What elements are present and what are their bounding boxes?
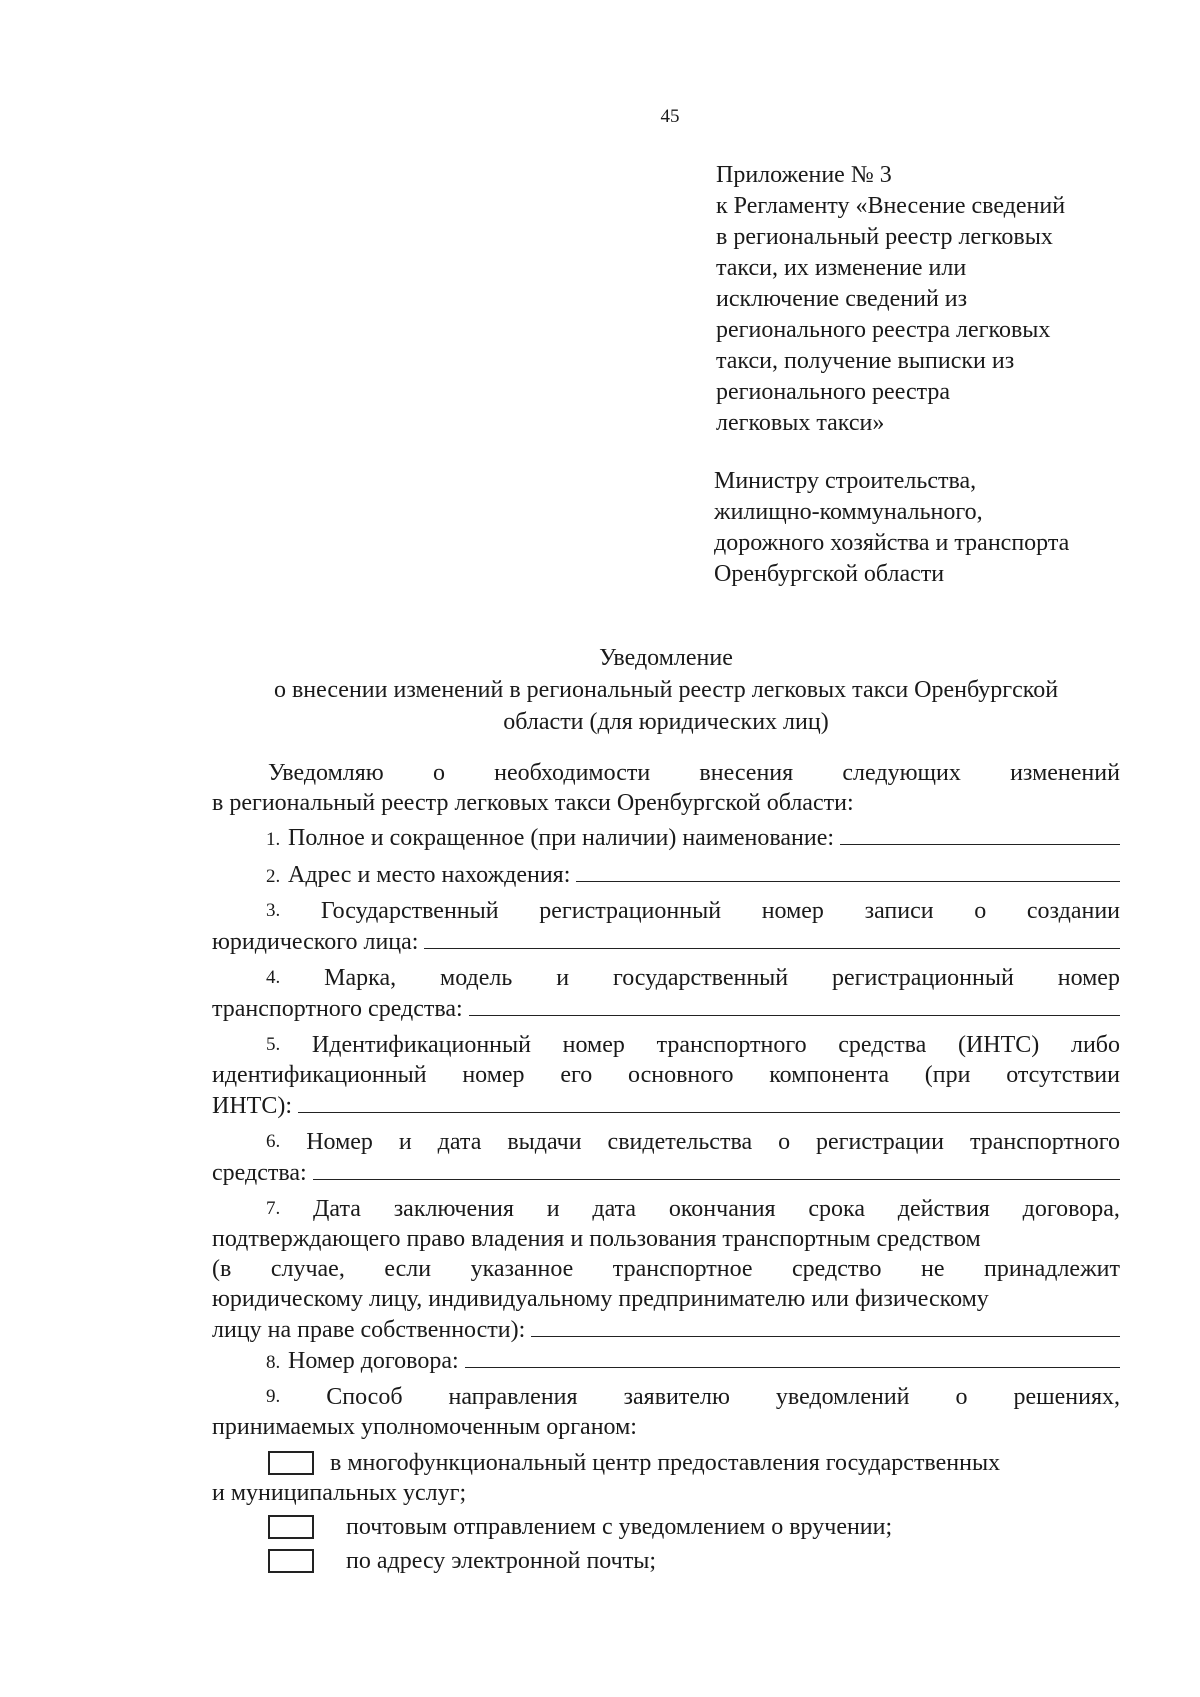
word: принадлежит [984,1256,1120,1282]
addressee-line: Министру строительства, [714,468,977,494]
appendix-line: к Регламенту «Внесение сведений [716,193,1066,219]
word: о [778,1129,791,1155]
fill-in-line[interactable] [576,859,1120,882]
word: указанное [470,1256,574,1282]
appendix-header [716,160,1136,439]
title-heading: Уведомление [599,645,733,671]
item-number: 4. [266,967,281,988]
item-1 [212,822,1120,855]
item-label: юридического лица: [212,929,419,955]
item-label: средства: [212,1160,307,1186]
fill-in-line[interactable] [298,1090,1120,1113]
word: Способ [326,1384,403,1410]
appendix-line: легковых такси» [716,410,885,436]
word: и [398,1129,412,1155]
word: записи [864,898,934,924]
word: номер [761,898,824,924]
word: средства [838,1032,927,1058]
addressee-block [714,466,1154,590]
fill-in-line[interactable] [840,822,1120,845]
title-line: о внесении изменений в региональный реестр легковых такси Оренбургской [273,677,1059,703]
word: не [921,1256,945,1282]
word: о [955,1384,968,1410]
option-label: в многофункциональный центр предоставления государственных [330,1450,1001,1476]
option-email [212,1546,1120,1576]
word: транспортное [612,1256,753,1282]
word: срока [808,1196,865,1222]
word: его [560,1062,593,1088]
item-number: 1. [266,829,281,850]
word: выдачи [507,1129,582,1155]
item-4 [212,963,1120,993]
word: либо [1070,1032,1120,1058]
word: уведомлений [775,1384,910,1410]
word: решениях, [1013,1384,1120,1410]
word: свидетельства [607,1129,753,1155]
document-title [206,642,1126,738]
word: о [432,760,445,786]
word: отсутствии [1006,1062,1120,1088]
title-line: области (для юридических лиц) [503,709,829,735]
word: о [974,898,987,924]
item-7-cont [212,1314,1120,1345]
word: (ИНТС) [957,1032,1040,1058]
addressee-line: жилищно-коммунального, [714,499,983,525]
word: идентификационный [212,1062,427,1088]
word: изменений [1010,760,1120,786]
mfc-checkbox[interactable] [268,1451,314,1475]
word: (в [212,1256,232,1282]
fill-in-line[interactable] [465,1345,1120,1368]
appendix-line: регионального реестра [716,379,951,405]
word: дата [592,1196,637,1222]
word: внесения [699,760,794,786]
word: номер [562,1032,625,1058]
word: и [556,965,570,991]
appendix-line: такси, их изменение или [716,255,967,281]
item-number: 2. [266,866,281,887]
word: средство [792,1256,882,1282]
word: создании [1026,898,1120,924]
fill-in-line[interactable] [531,1314,1120,1337]
word: Идентификационный [311,1032,531,1058]
item-7-line2: подтверждающего право владения и пользования транспортным средством [212,1226,981,1252]
word: если [384,1256,432,1282]
word: номер [1057,965,1120,991]
item-3 [212,896,1120,926]
word: Дата [313,1196,361,1222]
item-number: 3. [266,900,281,921]
option-post [212,1512,1120,1542]
page-number: 45 [660,106,680,127]
word: договора, [1022,1196,1120,1222]
appendix-line: такси, получение выписки из [716,348,1015,374]
intro-line [212,758,1120,788]
word: направления [448,1384,578,1410]
item-label: ИНТС): [212,1093,292,1119]
item-number: 5. [266,1034,281,1055]
word: транспортного [656,1032,807,1058]
word: основного [627,1062,734,1088]
post-checkbox[interactable] [268,1515,314,1539]
word: действия [897,1196,990,1222]
option-label: по адресу электронной почты; [346,1548,657,1574]
option-label: почтовым отправлением с уведомлением о вручении; [346,1514,893,1540]
word: и [546,1196,560,1222]
word: номер [462,1062,525,1088]
word: (при [924,1062,971,1088]
item-6 [212,1127,1120,1157]
word: компонента [769,1062,890,1088]
item-label: Номер договора: [288,1348,459,1374]
appendix-line: исключение сведений из [716,286,968,312]
word: заключения [393,1196,514,1222]
appendix-line: Приложение № 3 [716,162,892,188]
word: регистрационный [539,898,722,924]
word: Уведомляю [268,760,384,786]
option-mfc [212,1448,1120,1478]
word: Марка, [324,965,397,991]
item-6-cont [212,1157,1120,1188]
appendix-line: в региональный реестр легковых [716,224,1053,250]
item-7-line3 [212,1254,1120,1284]
addressee-line: дорожного хозяйства и транспорта [714,530,1070,556]
word: регистрации [816,1129,944,1155]
intro-line: в региональный реестр легковых такси Оренбургской области: [212,790,854,816]
item-9 [212,1382,1120,1412]
word: заявителю [623,1384,730,1410]
item-7 [212,1194,1120,1224]
option-label-cont: и муниципальных услуг; [212,1480,467,1506]
word: Номер [306,1129,373,1155]
item-8 [212,1345,1120,1378]
word: модель [440,965,513,991]
item-7-line4: юридическому лицу, индивидуальному предпринимателю или физическому [212,1286,989,1312]
item-label: Адрес и место нахождения: [288,862,571,888]
item-3-cont [212,926,1120,957]
word: Государственный [320,898,499,924]
notification-body [212,758,1120,1576]
item-number: 8. [266,1352,281,1373]
word: регистрационный [832,965,1014,991]
word: окончания [668,1196,776,1222]
item-5-cont [212,1090,1120,1121]
fill-in-line[interactable] [469,993,1120,1016]
fill-in-line[interactable] [313,1157,1120,1180]
word: случае, [270,1256,345,1282]
addressee-line: Оренбургской области [714,561,945,587]
fill-in-line[interactable] [424,926,1120,949]
item-label: лицу на праве собственности): [212,1317,526,1343]
item-5 [212,1030,1120,1060]
item-9-cont: принимаемых уполномоченным органом: [212,1414,637,1440]
item-number: 9. [266,1386,281,1407]
item-number: 7. [266,1198,281,1219]
item-5-line2 [212,1060,1120,1090]
appendix-line: регионального реестра легковых [716,317,1051,343]
item-label: транспортного средства: [212,996,463,1022]
email-checkbox[interactable] [268,1549,314,1573]
word: государственный [612,965,789,991]
word: транспортного [969,1129,1120,1155]
word: следующих [842,760,961,786]
item-number: 6. [266,1131,281,1152]
word: дата [437,1129,482,1155]
word: необходимости [494,760,651,786]
item-label: Полное и сокращенное (при наличии) наименование: [288,825,835,851]
item-4-cont [212,993,1120,1024]
item-2 [212,859,1120,892]
